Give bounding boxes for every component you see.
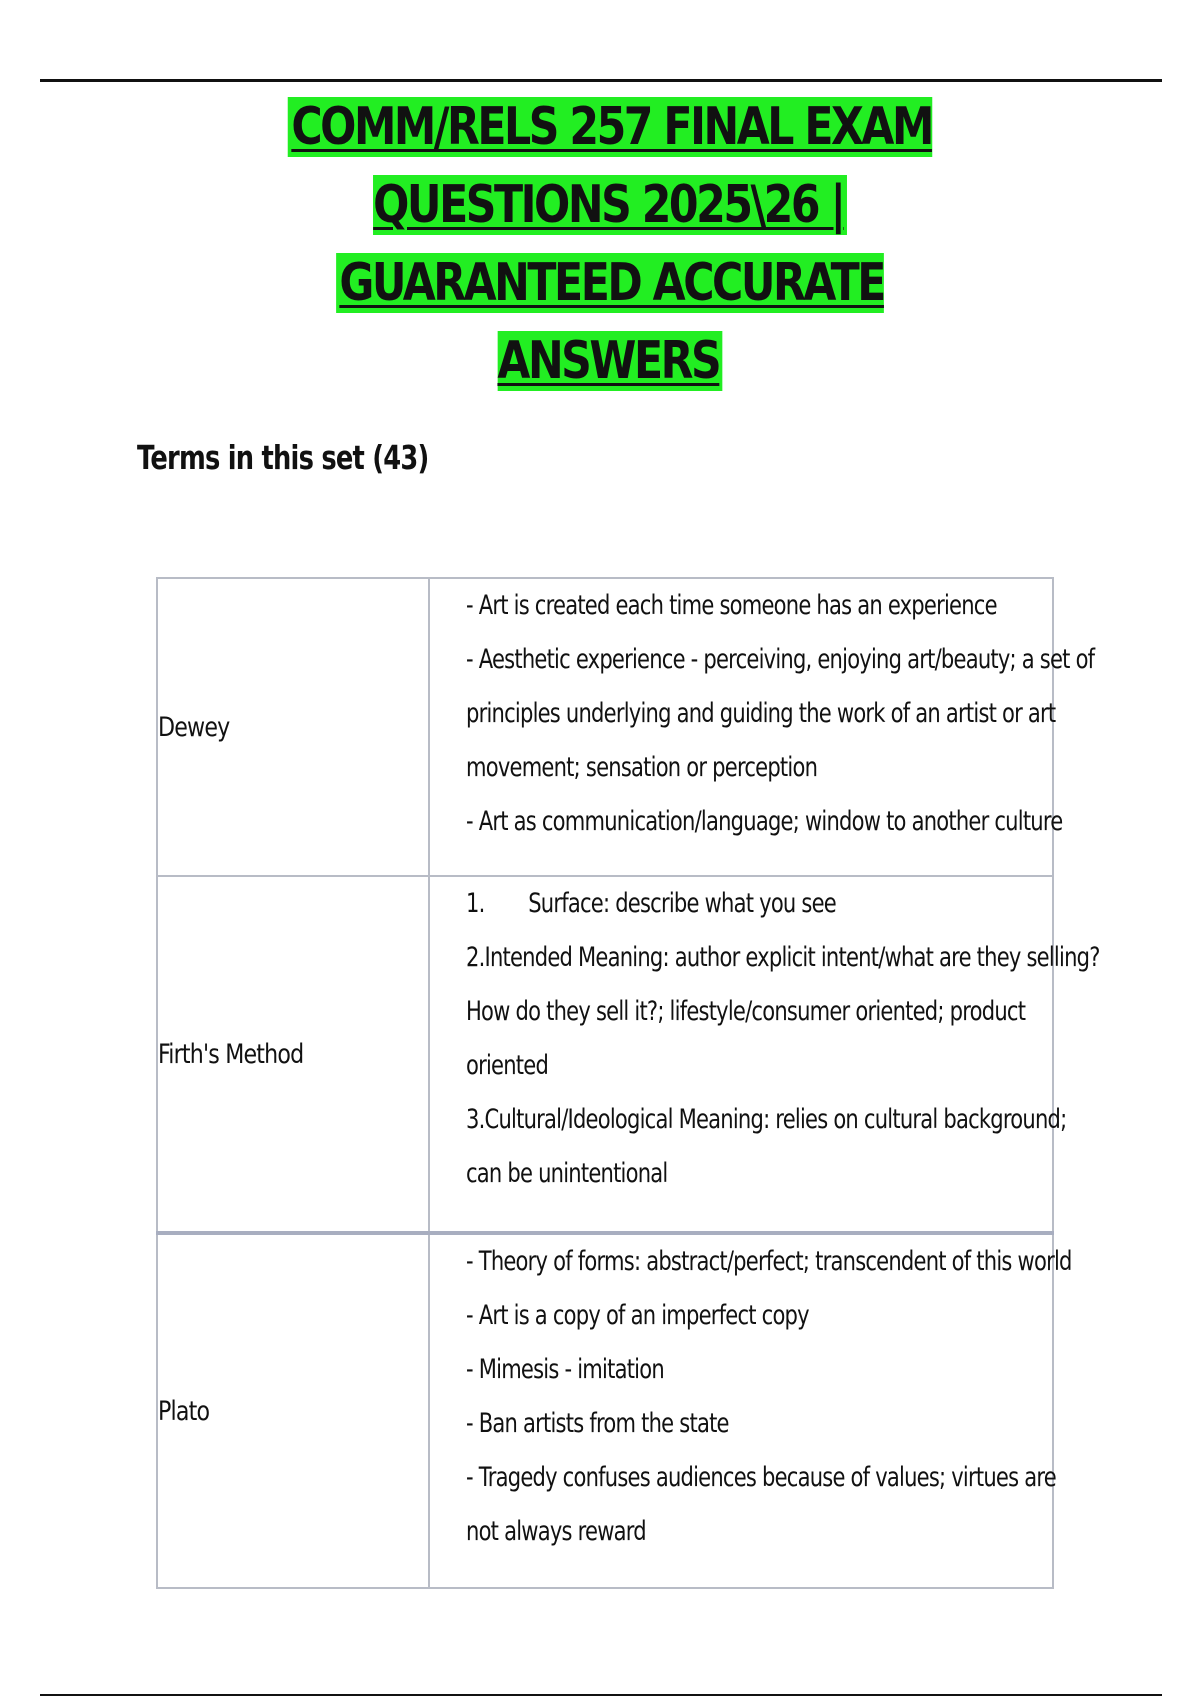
definition-line: movement; sensation or perception (466, 752, 818, 783)
definition-line: How do they sell it?; lifestyle/consumer oriented; product (466, 996, 1026, 1027)
definition-line: - Aesthetic experience - perceiving, enjoying art/beauty; a set of (466, 644, 1095, 675)
definition-line: 2.Intended Meaning: author explicit intent/what are they selling? (466, 942, 1100, 973)
table-row (157, 578, 1053, 876)
definition-cell (429, 1233, 1072, 1588)
title-line-1: COMM/RELS 257 FINAL EXAM QUESTIONS 2025\26 | (288, 97, 932, 235)
definition-line: not always reward (466, 1516, 646, 1547)
definition-line: - Tragedy confuses audiences because of values; virtues are (466, 1462, 1056, 1493)
definition-line: - Ban artists from the state (466, 1408, 729, 1439)
term-cell (157, 876, 429, 1233)
table-row (157, 876, 1053, 1233)
document-title (233, 88, 987, 400)
definition-line: 3.Cultural/Ideological Meaning: relies on cultural background; (466, 1104, 1067, 1135)
term-label: Dewey (158, 711, 230, 743)
bottom-rule (40, 1694, 1162, 1696)
term-label: Firth's Method (158, 1038, 304, 1070)
terms-heading: Terms in this set (43) (137, 438, 429, 477)
term-cell (157, 1233, 429, 1588)
definition-cell (429, 876, 1100, 1233)
definition-line: - Theory of forms: abstract/perfect; transcendent of this world (466, 1246, 1072, 1277)
definition-line: oriented (466, 1050, 549, 1081)
definition-cell (429, 578, 1095, 876)
definition-line (466, 877, 923, 931)
list-number: 1. (466, 888, 485, 919)
terms-table (156, 577, 1100, 1589)
definition-text: Surface: describe what you see (528, 888, 836, 919)
term-cell (157, 578, 429, 876)
top-rule (40, 79, 1162, 82)
definition-line: - Art is created each time someone has an experience (466, 590, 997, 621)
title-line-2: GUARANTEED ACCURATE ANSWERS (336, 253, 884, 391)
definition-line: principles underlying and guiding the work of an artist or art (466, 698, 1056, 729)
definition-line: - Art as communication/language; window to another culture (466, 806, 1063, 837)
definition-line: can be unintentional (466, 1158, 668, 1189)
definition-line: - Mimesis - imitation (466, 1354, 664, 1385)
definition-line: - Art is a copy of an imperfect copy (466, 1300, 809, 1331)
table-row (157, 1233, 1053, 1588)
term-label: Plato (158, 1395, 210, 1427)
